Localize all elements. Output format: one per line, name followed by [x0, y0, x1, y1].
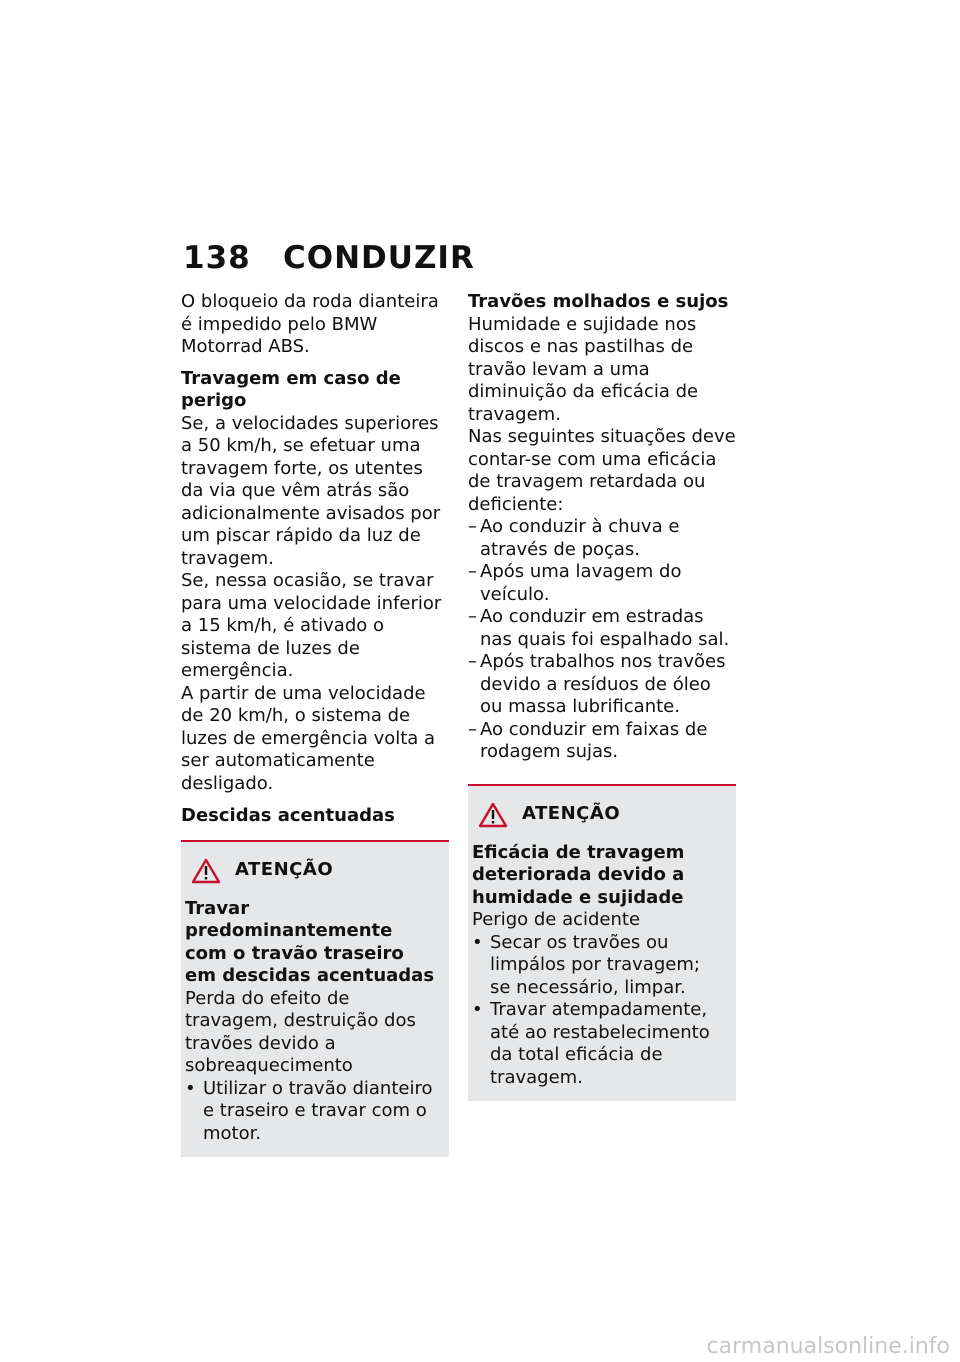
warning-label: ATENÇÃO — [235, 859, 334, 881]
section-heading-emergency-braking: Travagem em caso de perigo — [181, 367, 401, 411]
warning-header — [472, 802, 726, 828]
list-item: • Travar atempadamente, até ao restabelecimento da total eficácia de travagem. — [472, 999, 710, 1088]
warning-label: ATENÇÃO — [522, 803, 621, 825]
warning-body: Perigo de acidente — [472, 909, 641, 930]
list-item: • Utilizar o travão dianteiro e traseiro e travar com o motor. — [185, 1077, 433, 1144]
intro-paragraph: O bloqueio da roda dianteira é impedido pelo BMW Motorrad ABS. — [181, 291, 439, 357]
list-item: – Após trabalhos nos travões devido a resíduos de óleo ou massa lubrificante. — [468, 651, 726, 717]
warning-bullets — [185, 1078, 439, 1146]
list-item: – Ao conduzir à chuva e através de poças. — [468, 516, 680, 560]
paragraph: Humidade e sujidade nos discos e nas pastilhas de travão levam a uma diminuição da eficácia de travagem. — [468, 313, 699, 425]
paragraph: Se, nessa ocasião, se travar para uma velocidade inferior a 15 km/h, é ativado o sistema de luzes de emergência. — [181, 570, 442, 681]
warning-title: Eficácia de travagem deteriorada devido a humidade e sujidade — [472, 841, 685, 908]
warning-triangle-icon — [191, 858, 221, 884]
paragraph: Nas seguintes situações deve contar-se com uma eficácia de travagem retardada ou deficiente: — [468, 426, 736, 515]
left-column — [181, 291, 449, 1157]
list-item: – Após uma lavagem do veículo. — [468, 561, 682, 605]
paragraph: Se, a velocidades superiores a 50 km/h, se efetuar uma travagem forte, os utentes da via que vêm atrás são adicionalmente avisados por um piscar rápido da luz de travagem. — [181, 412, 441, 569]
warning-triangle-icon — [478, 802, 508, 828]
list-item: – Ao conduzir em estradas nas quais foi espalhado sal. — [468, 606, 730, 650]
section-heading-wet-brakes: Travões molhados e sujos — [468, 291, 729, 312]
situations-list — [468, 516, 736, 764]
warning-header — [185, 858, 439, 884]
page-title: CONDUZIR — [283, 240, 475, 276]
section-heading-steep-descents: Descidas acentuadas — [181, 805, 395, 826]
warning-title: Travar predominantemente com o travão traseiro em descidas acentuadas — [185, 897, 435, 986]
list-item: – Ao conduzir em faixas de rodagem sujas. — [468, 718, 708, 762]
warning-body: Perda do efeito de travagem, destruição dos travões devido a sobreaquecimento — [185, 987, 416, 1076]
warning-box — [181, 840, 449, 1158]
list-item: • Secar os travões ou limpálos por travagem; se necessário, limpar. — [472, 931, 700, 998]
watermark: carmanualsonline.info — [706, 1334, 950, 1359]
page-number: 138 — [183, 240, 251, 276]
warning-bullets — [472, 932, 726, 1090]
warning-box — [468, 784, 736, 1102]
paragraph: A partir de uma velocidade de 20 km/h, o sistema de luzes de emergência volta a ser automaticamente desligado. — [181, 682, 436, 794]
right-column — [468, 291, 736, 1101]
